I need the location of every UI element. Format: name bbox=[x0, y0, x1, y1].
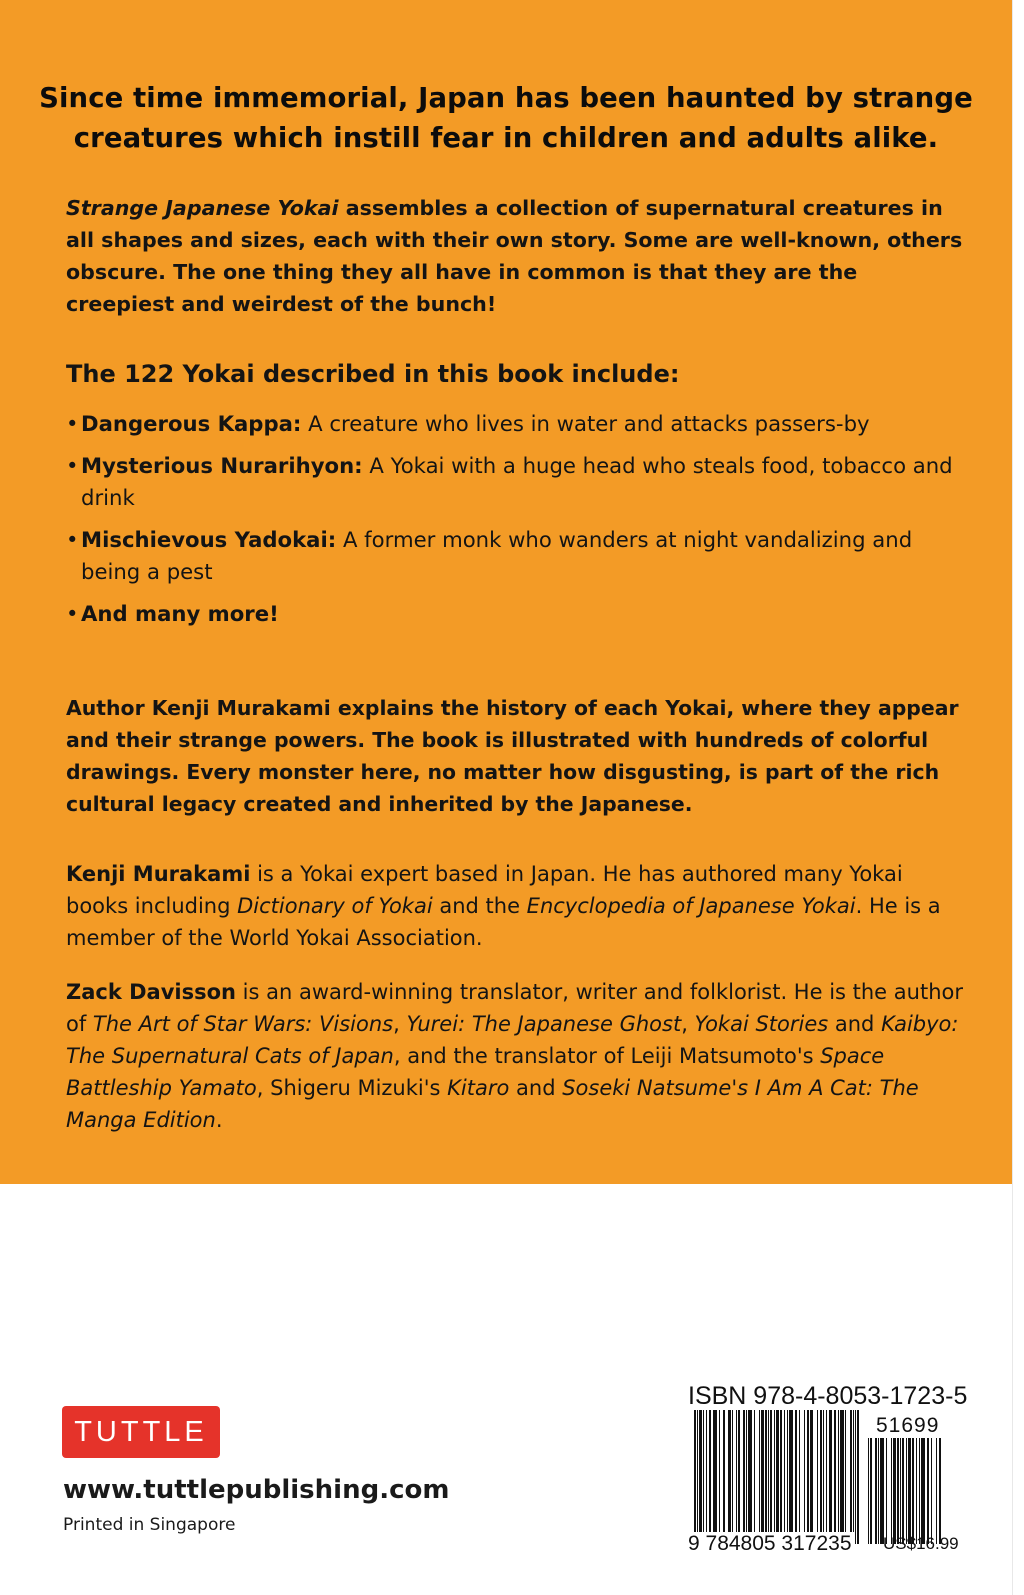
bio-book-title: Yokai Stories bbox=[694, 1012, 829, 1036]
printed-in-text: Printed in Singapore bbox=[63, 1515, 236, 1535]
barcode-bar bbox=[902, 1438, 904, 1544]
headline-line-1: Since time immemorial, Japan has been haunted by strange bbox=[39, 82, 973, 114]
barcode-bar bbox=[743, 1410, 745, 1544]
bio-book-title: Kaibyo: The Supernatural Cats of Japan bbox=[66, 1012, 959, 1068]
barcode-bar bbox=[891, 1438, 892, 1544]
bio-text: , bbox=[681, 1012, 695, 1036]
bullet-point-icon: • bbox=[66, 411, 79, 436]
author-paragraph: Author Kenji Murakami explains the history of each Yokai, where they appear and their strange powers. The book is illustrated with hundreds of colorful drawings. Every monster here, no matter how disgusting, is part of the rich cultural legacy created and inherited by the Japanese. bbox=[66, 696, 959, 816]
barcode-bar bbox=[826, 1410, 827, 1544]
bio-text: is an award-winning translator, writer and folklorist. He is the author of bbox=[66, 980, 963, 1036]
bullet-point-icon: • bbox=[66, 601, 79, 626]
includes-heading: The 122 Yokai described in this book include: bbox=[66, 360, 680, 388]
bullet-yokai-description: A former monk who wanders at night vandalizing and being a pest bbox=[81, 527, 913, 584]
bio-text: and bbox=[828, 1012, 882, 1036]
bio-book-title: The Art of Star Wars: Visions bbox=[92, 1012, 394, 1036]
barcode-bar bbox=[870, 1438, 872, 1544]
bullet-yokai-description: A Yokai with a huge head who steals food, tobacco and drink bbox=[81, 453, 953, 510]
barcode-bar bbox=[697, 1410, 698, 1544]
barcode-bar bbox=[728, 1410, 731, 1544]
barcode-bar bbox=[706, 1410, 707, 1544]
barcode-area bbox=[688, 1382, 970, 1560]
bio-text: and the bbox=[432, 894, 527, 918]
barcode-bar bbox=[765, 1410, 767, 1544]
price-code: 51699 bbox=[876, 1414, 940, 1437]
barcode-bar bbox=[880, 1438, 884, 1544]
bio-text: , and the translator of Leiji Matsumoto's bbox=[393, 1044, 821, 1068]
bullet-yokai-description: A creature who lives in water and attacks passers-by bbox=[301, 411, 870, 436]
bio-book-title: Kitaro bbox=[447, 1076, 510, 1100]
barcode-bar bbox=[789, 1410, 793, 1544]
barcode-bar bbox=[838, 1410, 839, 1544]
barcode-bar bbox=[912, 1438, 914, 1544]
bio-text: , Shigeru Mizuki's bbox=[256, 1076, 448, 1100]
barcode-bar bbox=[919, 1438, 920, 1544]
bullet-item-kappa bbox=[66, 408, 966, 440]
bio-text: is a Yokai expert based in Japan. He has authored many Yokai books including bbox=[66, 862, 903, 918]
barcode-bar bbox=[840, 1410, 844, 1544]
headline-line-2: creatures which instill fear in children and adults alike. bbox=[73, 122, 939, 154]
barcode-bar bbox=[723, 1410, 725, 1544]
bio-text: , bbox=[393, 1012, 407, 1036]
barcode-bar bbox=[761, 1410, 764, 1544]
barcode-bar bbox=[900, 1438, 901, 1544]
us-price: US$16.99 bbox=[883, 1534, 959, 1553]
barcode-bar bbox=[897, 1438, 899, 1544]
barcode-bar bbox=[703, 1410, 704, 1544]
barcode-bar bbox=[823, 1410, 824, 1544]
bio-book-title: Space Battleship Yamato bbox=[66, 1044, 885, 1100]
bio-text: . bbox=[215, 1108, 223, 1132]
barcode-bar bbox=[799, 1410, 800, 1544]
bio-book-title: Encyclopedia of Japanese Yokai bbox=[526, 894, 856, 918]
intro-paragraph bbox=[66, 192, 966, 320]
barcode-bar bbox=[795, 1410, 797, 1544]
barcode-bar bbox=[939, 1438, 941, 1544]
bio-book-title: Dictionary of Yokai bbox=[237, 894, 433, 918]
barcode-bar bbox=[886, 1438, 887, 1544]
barcode-bar bbox=[787, 1410, 788, 1544]
bullet-item-many-more bbox=[66, 598, 966, 630]
bio-zack-davisson bbox=[66, 976, 966, 1136]
bullet-item-nurarihyon bbox=[66, 450, 966, 514]
bio-book-title: Soseki Natsume's I Am A Cat: The Manga Edition bbox=[66, 1076, 919, 1132]
yokai-bullet-list bbox=[66, 408, 966, 640]
barcode-bar bbox=[699, 1410, 702, 1544]
bullet-item-yadokai bbox=[66, 524, 966, 588]
barcode-bar bbox=[732, 1410, 733, 1544]
barcode-bar bbox=[713, 1410, 717, 1544]
publisher-url: www.tuttlepublishing.com bbox=[63, 1475, 450, 1505]
barcode-bar bbox=[746, 1410, 747, 1544]
barcode-bar bbox=[855, 1410, 856, 1544]
bio-text: and bbox=[509, 1076, 563, 1100]
barcode-bar bbox=[719, 1410, 720, 1544]
bio-text: . He is a member of the World Yokai Association. bbox=[66, 894, 941, 950]
barcode-bar bbox=[776, 1410, 779, 1544]
barcode-bar bbox=[754, 1410, 755, 1544]
barcode-bar bbox=[936, 1438, 937, 1544]
barcode-bar bbox=[850, 1410, 852, 1544]
barcode-bar bbox=[694, 1410, 696, 1544]
barcode-bar bbox=[774, 1410, 775, 1544]
bullet-many-more: And many more! bbox=[81, 601, 279, 626]
barcode-bar bbox=[845, 1410, 846, 1544]
bullet-yokai-name: Dangerous Kappa: bbox=[81, 411, 302, 436]
barcode-bar bbox=[857, 1410, 859, 1544]
barcode-bar bbox=[748, 1410, 752, 1544]
barcode-bar bbox=[709, 1410, 711, 1544]
barcode-bar bbox=[893, 1438, 896, 1544]
bullet-point-icon: • bbox=[66, 527, 79, 552]
bio-author-name: Zack Davisson bbox=[66, 980, 236, 1004]
intro-text: assembles a collection of supernatural creatures in all shapes and sizes, each with their own story. Some are well-known, others obscure. The one thing they all have in common is that they are the creepiest and weirdest of the bunch! bbox=[66, 196, 963, 316]
barcode-bar bbox=[780, 1410, 782, 1544]
barcode-bar bbox=[804, 1410, 805, 1544]
bullet-yokai-name: Mysterious Nurarihyon: bbox=[81, 453, 363, 478]
bio-book-title: Yurei: The Japanese Ghost bbox=[406, 1012, 682, 1036]
bio-author-name: Kenji Murakami bbox=[66, 862, 251, 886]
barcode-bar bbox=[834, 1410, 836, 1544]
tuttle-logo: TUTTLE bbox=[62, 1406, 220, 1458]
barcode-bar bbox=[931, 1438, 932, 1544]
barcode-bar bbox=[768, 1410, 769, 1544]
barcode-bar bbox=[810, 1410, 813, 1544]
barcode-bar bbox=[921, 1438, 925, 1544]
barcode-bar bbox=[908, 1438, 911, 1544]
bullet-yokai-name: Mischievous Yadokai: bbox=[81, 527, 337, 552]
barcode-bar bbox=[829, 1410, 832, 1544]
intro-book-title: Strange Japanese Yokai bbox=[66, 196, 339, 220]
barcode-bar bbox=[853, 1410, 854, 1544]
barcode-bar bbox=[916, 1438, 917, 1544]
barcode-bar bbox=[817, 1410, 818, 1544]
barcode-bar bbox=[875, 1438, 877, 1544]
barcode-bar bbox=[770, 1410, 772, 1544]
barcode-bar bbox=[807, 1410, 809, 1544]
barcode-bar bbox=[759, 1410, 760, 1544]
barcode-bar bbox=[736, 1410, 737, 1544]
headline bbox=[30, 78, 982, 158]
barcode-bar bbox=[906, 1438, 907, 1544]
barcode-bar bbox=[820, 1410, 822, 1544]
barcode-bar bbox=[927, 1438, 929, 1544]
barcode-bar bbox=[784, 1410, 785, 1544]
barcode-bar bbox=[738, 1410, 740, 1544]
barcode-bar bbox=[878, 1438, 879, 1544]
barcode-bar bbox=[868, 1438, 869, 1544]
barcode-digits: 9 784805 317235 bbox=[688, 1532, 852, 1555]
bio-kenji-murakami bbox=[66, 858, 966, 954]
cover-edge-strip bbox=[1012, 0, 1024, 1595]
bullet-point-icon: • bbox=[66, 453, 79, 478]
isbn-text: ISBN 978-4-8053-1723-5 bbox=[688, 1382, 968, 1410]
